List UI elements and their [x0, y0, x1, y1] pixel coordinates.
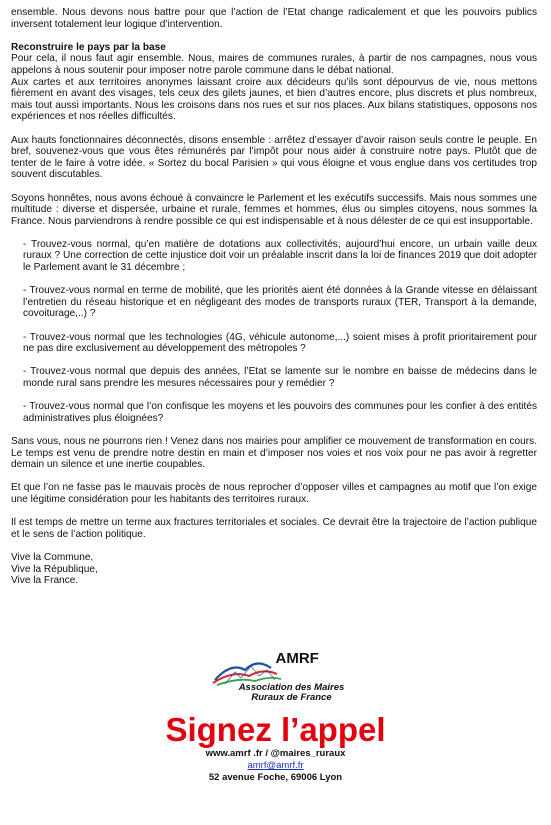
logo-acronym: AMRF	[275, 650, 319, 667]
paragraph: Sans vous, nous ne pourrons rien ! Venez dans nos mairies pour amplifier ce mouvement de transformation en cours. Le temps est venu de prendre notre destin en main et d’imposer nos voies et nos voix pour ne pas avoir à regretter demain un silence et une inertie coupables.	[11, 435, 537, 471]
email-link[interactable]: amrf@amrf.fr	[247, 760, 304, 771]
amrf-logo	[211, 650, 345, 704]
appeal-document	[11, 7, 537, 587]
logo-name-line: Ruraux de France	[251, 692, 332, 703]
paragraph: Soyons honnêtes, nous avons échoué à convaincre le Parlement et les exécutifs successifs. Mais nous sommes une multitude : diverse et dispersée, urbaine et rurale, femmes et hommes, élus ou simples citoyens, nous sommes la France. Nous parviendrons à rendre possible ce qui est indispensable et à nous délester de ce qui est insupportable.	[11, 192, 537, 227]
closing-line: Vive la République,	[11, 563, 98, 575]
closing-line: Vive la France.	[11, 575, 79, 587]
list-item: - Trouvez-vous normal que l’on confisque les moyens et les pouvoirs des communes pour les confier à des entités administratives plus éloignées?	[23, 401, 537, 424]
intro-paragraph: ensemble. Nous devons nous battre pour que l’action de l’Etat change radicalement et que les pouvoirs publics inversent totalement leur logique d’intervention.	[11, 7, 537, 30]
web-handle[interactable]: www.amrf .fr / @maires_ruraux	[205, 748, 346, 759]
paragraph: Aux cartes et aux territoires anonymes laissant croire aux décideurs qu’ils sont dépourvus de vie, nous mettons fièrement en avant des visages, tels ceux des gilets jaunes, et bien d’autres encore, plus discrets et plus nombreux, mais tout aussi importants. Nous les croisons dans nos rues et sur nos places. Aux bilans statistiques, opposons nos expériences et nos réelles difficultés.	[11, 76, 537, 123]
paragraph: Aux hauts fonctionnaires déconnectés, disons ensemble : arrêtez d’essayer d’avoir raison seuls contre le peuple. En bref, souvenez-vous que vous êtes rémunérés par l’impôt pour nous aider à construire notre pays. Plutôt que de tenter de le faire à votre idée. « Sortez du bocal Parisien » qui vous éloigne et vous englue dans vos certitudes trop souvent discutables.	[11, 134, 537, 181]
contact-block	[0, 748, 551, 784]
paragraph: Il est temps de mettre un terme aux fractures territoriales et sociales. Ce devrait être la trajectoire de l’action publique et le sens de l’action politique.	[11, 517, 537, 540]
closing-lines	[11, 552, 537, 587]
closing-line: Vive la Commune,	[11, 551, 94, 563]
list-item: - Trouvez-vous normal que depuis des années, l’Etat se lamente sur le nombre en baisse de médecins dans le monde rural sans prendre les mesures nécessaires pour y remédier ?	[23, 366, 537, 389]
section-heading: Reconstruire le pays par la base	[11, 41, 166, 53]
address: 52 avenue Foche, 69006 Lyon	[208, 772, 343, 783]
call-to-action: Signez l’appel	[165, 711, 386, 748]
paragraph: Pour cela, il nous faut agir ensemble. Nous, maires de communes rurales, à partir de nos campagnes, nous vous appelons à nous soutenir pour imposer notre parole commune dans le débat national.	[11, 53, 537, 76]
paragraph: Et que l’on ne fasse pas le mauvais procès de nous reprocher d’opposer villes et campagnes au motif que l’on exige une légitime considération pour les habitants des territoires ruraux.	[11, 482, 537, 505]
list-item: - Trouvez-vous normal que les technologies (4G, véhicule autonome,...) soient mises à profit prioritairement pour ne pas dire exclusivement au développement des métropoles ?	[23, 331, 537, 355]
list-item: - Trouvez-vous normal, qu’en matière de dotations aux collectivités, aujourd’hui encore, un urbain vaille deux ruraux ? Une correction de cette injustice doit voir un préalable inscrit dans la loi de finances 2019 que doit adopter le Parlement avant le 31 décembre ;	[23, 238, 537, 274]
logo-name-line: Association des Maires	[238, 682, 345, 693]
footer	[0, 650, 551, 784]
list-item: - Trouvez-vous normal en terme de mobilité, que les priorités aient été données à la Grande vitesse en délaissant l’entretien du réseau historique et en négligeant des modes de transports ruraux (TER, Transport à la demande, covoiturage,..) ?	[23, 285, 537, 320]
logo-name	[217, 683, 367, 703]
